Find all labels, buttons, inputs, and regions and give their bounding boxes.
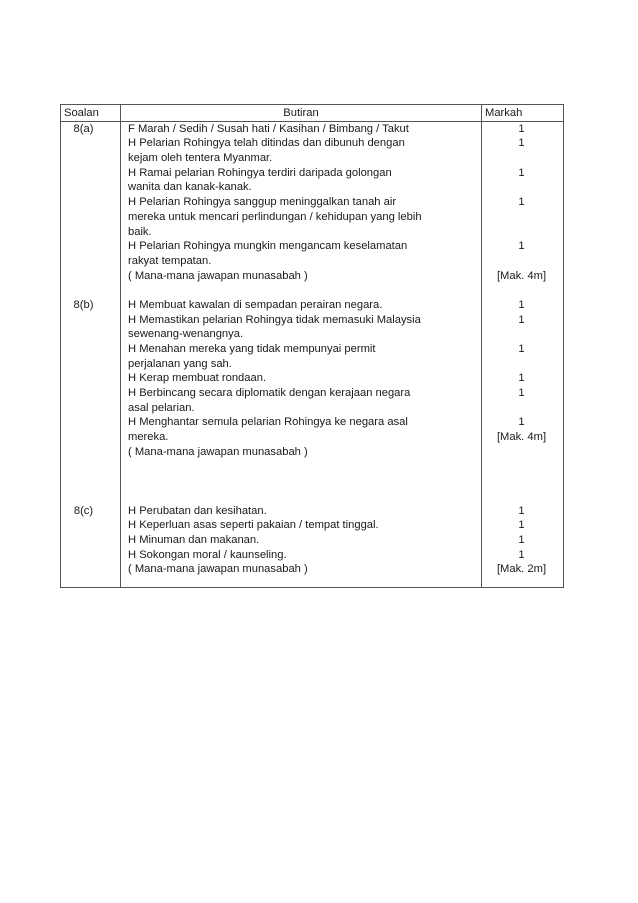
markah-line: 1 bbox=[518, 137, 525, 150]
markah-line: 1 bbox=[518, 416, 525, 429]
answer-scheme-table bbox=[60, 104, 564, 588]
butiran-line: H Kerap membuat rondaan. bbox=[128, 372, 267, 385]
soalan-line bbox=[61, 342, 106, 357]
markah-line bbox=[482, 151, 561, 166]
markah-line bbox=[482, 401, 561, 416]
soalan-column bbox=[61, 121, 121, 587]
soalan-line bbox=[61, 327, 106, 342]
butiran-line: H Berbincang secara diplomatik dengan kerajaan negara bbox=[128, 387, 411, 400]
soalan-line bbox=[61, 430, 106, 445]
markah-line: [Mak. 2m] bbox=[496, 563, 547, 576]
soalan-line bbox=[61, 474, 106, 489]
soalan-line bbox=[61, 166, 106, 181]
butiran-line: H Minuman dan makanan. bbox=[128, 533, 260, 546]
soalan-line bbox=[61, 136, 106, 151]
butiran-line: F Marah / Sedih / Susah hati / Kasihan / Bimbang / Takut bbox=[128, 122, 409, 135]
header-markah: Markah bbox=[482, 105, 564, 122]
soalan-line bbox=[61, 269, 106, 284]
soalan-line bbox=[61, 489, 106, 504]
soalan-line bbox=[61, 239, 106, 254]
markah-line: 1 bbox=[518, 240, 525, 253]
markah-column bbox=[482, 121, 564, 587]
soalan-line bbox=[61, 562, 106, 577]
butiran-line: H Keperluan asas seperti pakaian / tempat tinggal. bbox=[128, 519, 379, 532]
butiran-line: H Membuat kawalan di sempadan perairan negara. bbox=[128, 298, 383, 311]
soalan-line bbox=[61, 180, 106, 195]
markah-line: 1 bbox=[518, 122, 525, 135]
soalan-line bbox=[61, 548, 106, 563]
markah-line bbox=[482, 180, 561, 195]
header-butiran: Butiran bbox=[121, 105, 482, 122]
butiran-line: H Memastikan pelarian Rohingya tidak memasuki Malaysia bbox=[128, 313, 421, 326]
soalan-line bbox=[61, 518, 106, 533]
markah-line: 1 bbox=[518, 533, 525, 546]
markah-line: 1 bbox=[518, 519, 525, 532]
soalan-line bbox=[61, 283, 106, 298]
butiran-line: H Pelarian Rohingya sanggup meninggalkan tanah air bbox=[128, 196, 397, 209]
markah-line: 1 bbox=[518, 313, 525, 326]
butiran-line: H Ramai pelarian Rohingya terdiri daripada golongan bbox=[128, 166, 392, 179]
markah-line bbox=[482, 445, 561, 460]
butiran-line: baik. bbox=[128, 225, 152, 238]
markah-line: 1 bbox=[518, 504, 525, 517]
markah-line: 1 bbox=[518, 298, 525, 311]
markah-line bbox=[482, 254, 561, 269]
table-header-row bbox=[61, 105, 564, 122]
soalan-line bbox=[61, 460, 106, 475]
butiran-line: asal pelarian. bbox=[128, 401, 195, 414]
soalan-line: 8(b) bbox=[73, 298, 94, 311]
butiran-line bbox=[128, 489, 471, 504]
butiran-line: ( Mana-mana jawapan munasabah ) bbox=[128, 445, 308, 458]
markah-line: 1 bbox=[518, 372, 525, 385]
butiran-line: H Pelarian Rohingya mungkin mengancam keselamatan bbox=[128, 240, 408, 253]
butiran-line bbox=[128, 283, 471, 298]
butiran-line: wanita dan kanak-kanak. bbox=[128, 181, 252, 194]
soalan-line bbox=[61, 151, 106, 166]
markah-line bbox=[482, 489, 561, 504]
butiran-line: kejam oleh tentera Myanmar. bbox=[128, 152, 273, 165]
markah-line bbox=[482, 225, 561, 240]
butiran-line: H Menghantar semula pelarian Rohingya ke negara asal bbox=[128, 416, 408, 429]
markah-line bbox=[482, 474, 561, 489]
butiran-line bbox=[128, 474, 471, 489]
soalan-line: 8(c) bbox=[73, 504, 94, 517]
butiran-line bbox=[128, 460, 471, 475]
soalan-line bbox=[61, 445, 106, 460]
butiran-line: sewenang-wenangnya. bbox=[128, 328, 244, 341]
soalan-line bbox=[61, 357, 106, 372]
markah-line: 1 bbox=[518, 166, 525, 179]
butiran-line: H Sokongan moral / kaunseling. bbox=[128, 548, 287, 561]
butiran-line: H Pelarian Rohingya telah ditindas dan dibunuh dengan bbox=[128, 137, 405, 150]
markah-line: 1 bbox=[518, 387, 525, 400]
soalan-line bbox=[61, 415, 106, 430]
soalan-line bbox=[61, 371, 106, 386]
butiran-line: H Menahan mereka yang tidak mempunyai permit bbox=[128, 343, 376, 356]
soalan-line bbox=[61, 195, 106, 210]
markah-line: 1 bbox=[518, 196, 525, 209]
soalan-line bbox=[61, 254, 106, 269]
butiran-line: ( Mana-mana jawapan munasabah ) bbox=[128, 563, 308, 576]
soalan-line bbox=[61, 386, 106, 401]
markah-line: [Mak. 4m] bbox=[496, 431, 547, 444]
butiran-line: ( Mana-mana jawapan munasabah ) bbox=[128, 269, 308, 282]
butiran-line: perjalanan yang sah. bbox=[128, 357, 232, 370]
markah-line bbox=[482, 327, 561, 342]
soalan-line bbox=[61, 533, 106, 548]
butiran-line: mereka untuk mencari perlindungan / kehidupan yang lebih bbox=[128, 210, 422, 223]
butiran-line: rakyat tempatan. bbox=[128, 254, 212, 267]
markah-line bbox=[482, 357, 561, 372]
table-body-row bbox=[61, 121, 564, 587]
markah-line: [Mak. 4m] bbox=[496, 269, 547, 282]
markah-line bbox=[482, 283, 561, 298]
markah-line bbox=[482, 210, 561, 225]
soalan-line bbox=[61, 225, 106, 240]
soalan-line bbox=[61, 210, 106, 225]
header-soalan: Soalan bbox=[61, 105, 121, 122]
butiran-line: H Perubatan dan kesihatan. bbox=[128, 504, 267, 517]
markah-line: 1 bbox=[518, 343, 525, 356]
markah-line bbox=[482, 460, 561, 475]
soalan-line bbox=[61, 313, 106, 328]
butiran-column bbox=[121, 121, 482, 587]
markah-line: 1 bbox=[518, 548, 525, 561]
butiran-line: mereka. bbox=[128, 431, 169, 444]
soalan-line bbox=[61, 401, 106, 416]
soalan-line: 8(a) bbox=[73, 122, 94, 135]
